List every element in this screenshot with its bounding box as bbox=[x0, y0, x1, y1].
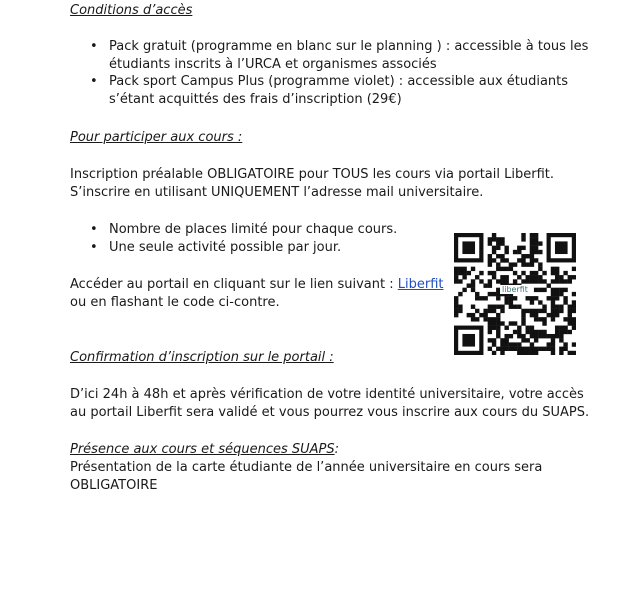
access-list bbox=[70, 38, 588, 108]
presence-heading-text: Présence aux cours et séquences SUAPS bbox=[70, 442, 335, 457]
qr-code-icon bbox=[454, 233, 576, 355]
participate-list bbox=[70, 221, 397, 256]
list-item-line: Nombre de places limité pour chaque cours. bbox=[109, 222, 398, 237]
bullet-icon: • bbox=[90, 222, 98, 237]
liberfit-link[interactable]: Liberfit bbox=[397, 277, 444, 292]
paragraph-line: S’inscrire en utilisant UNIQUEMENT l’adresse mail universitaire. bbox=[70, 184, 484, 200]
access-heading: Conditions d’accès bbox=[70, 3, 193, 18]
list-item bbox=[70, 73, 588, 108]
paragraph-line bbox=[70, 276, 444, 294]
qr-code-graphic bbox=[454, 233, 576, 355]
list-item-line: Une seule activité possible par jour. bbox=[109, 239, 342, 255]
list-item-line: Pack gratuit (programme en blanc sur le planning ) : accessible à tous les bbox=[109, 39, 589, 54]
paragraph-line: Présentation de la carte étudiante de l’année universitaire en cours sera bbox=[70, 460, 543, 475]
list-item bbox=[70, 239, 397, 257]
paragraph-line: OBLIGATOIRE bbox=[70, 477, 158, 493]
presence-paragraph bbox=[70, 459, 542, 494]
presence-heading-suffix: : bbox=[334, 442, 340, 457]
list-item-line: s’étant acquittés des frais d’inscription (29€) bbox=[109, 91, 402, 107]
confirmation-paragraph bbox=[70, 386, 589, 421]
list-item bbox=[70, 38, 588, 73]
list-item bbox=[70, 221, 397, 239]
participate-heading: Pour participer aux cours : bbox=[70, 130, 243, 145]
bullet-icon: • bbox=[90, 239, 98, 255]
paragraph-line: au portail Liberfit sera validé et vous pourrez vous inscrire aux cours du SUAPS. bbox=[70, 404, 590, 420]
paragraph-line: Inscription préalable OBLIGATOIRE pour TOUS les cours via portail Liberfit. bbox=[70, 167, 554, 182]
paragraph-line: ou en flashant le code ci-contre. bbox=[70, 294, 280, 310]
qr-label: liberfit bbox=[502, 285, 528, 294]
presence-heading bbox=[70, 441, 339, 459]
paragraph-line: D’ici 24h à 48h et après vérification de votre identité universitaire, votre accès bbox=[70, 387, 584, 402]
bullet-icon: • bbox=[90, 39, 98, 54]
list-item-line: Pack sport Campus Plus (programme violet) : accessible aux étudiants bbox=[109, 74, 569, 89]
bullet-icon: • bbox=[90, 74, 98, 89]
list-item-line: étudiants inscrits à l’URCA et organismes associés bbox=[109, 56, 437, 72]
confirmation-heading: Confirmation d’inscription sur le portail : bbox=[70, 350, 334, 365]
participate-paragraph bbox=[70, 166, 554, 201]
portal-paragraph bbox=[70, 276, 444, 311]
portal-text: Accéder au portail en cliquant sur le lien suivant : bbox=[70, 277, 394, 292]
